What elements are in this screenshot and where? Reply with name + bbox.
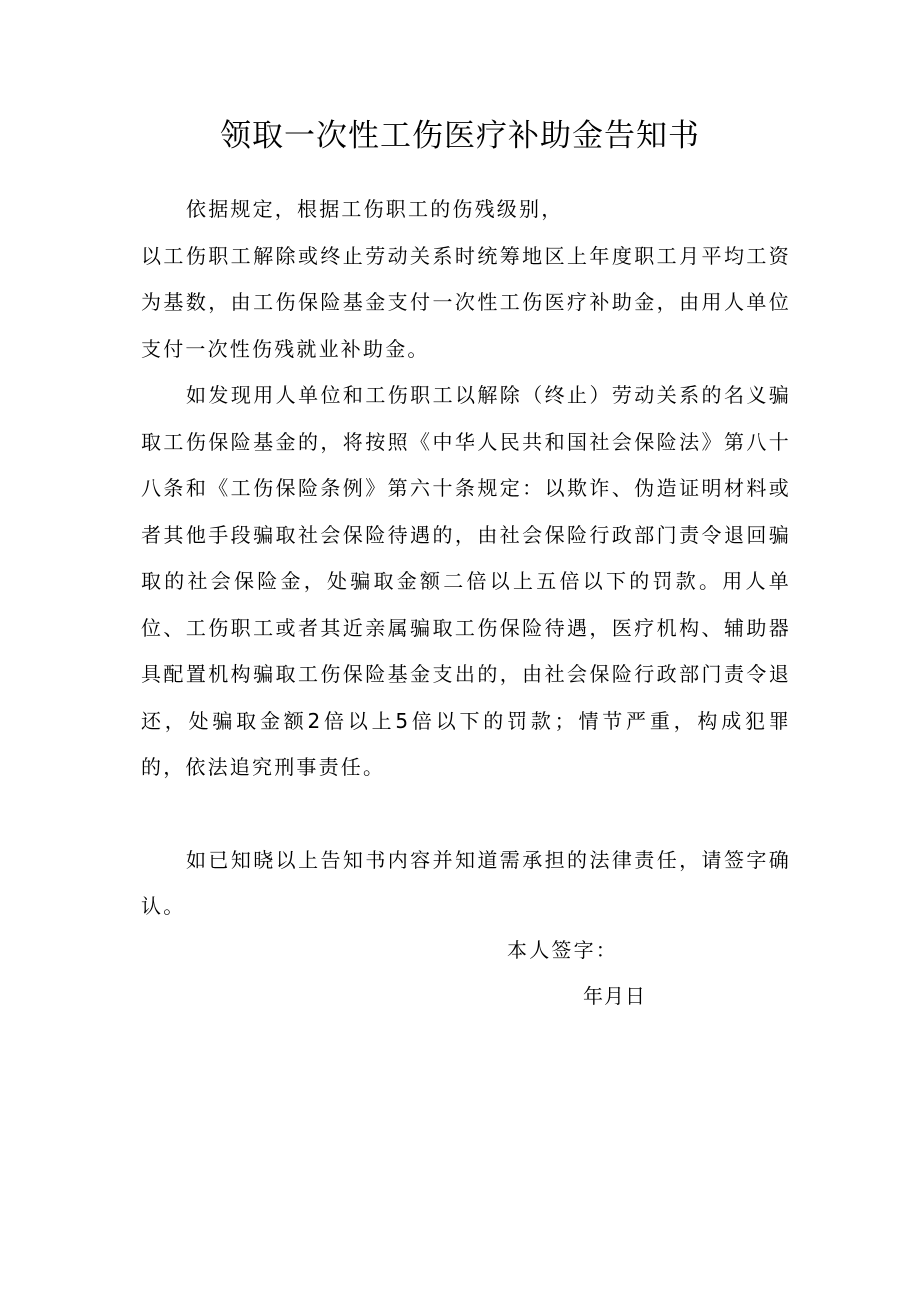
paragraph-penalty: 如发现用人单位和工伤职工以解除（终止）劳动关系的名义骗取工伤保险基金的，将按照《中华人民共和国社会保险法》第八十八条和《工伤保险条例》第六十条规定：以欺诈、伪造证明材料或者其他手段骗取社会保险待遇的，由社会保险行政部门责令退回骗取的社会保险金，处骗取金额二倍以上五倍以下的罚款。用人单位、工伤职工或者其近亲属骗取工伤保险待遇，医疗机构、辅助器具配置机构骗取工伤保险基金支出的，由社会保险行政部门责令退还，处骗取金额2倍以上5倍以下的罚款；情节严重，构成犯罪的，依法追究刑事责任。 <box>141 383 791 779</box>
paragraph-basis: 依据规定，根据工伤职工的伤残级别， <box>186 197 564 221</box>
document-body <box>141 186 791 930</box>
document-title: 领取一次性工伤医疗补助金告知书 <box>220 118 700 154</box>
signature-label: 本人签字： <box>507 938 618 962</box>
paragraph-subsidy: 以工伤职工解除或终止劳动关系时统筹地区上年度职工月平均工资为基数，由工伤保险基金支付一次性工伤医疗补助金，由用人单位支付一次性伤残就业补助金。 <box>141 243 791 361</box>
paragraph-spacer <box>141 791 791 837</box>
date-label: 年月日 <box>583 984 646 1008</box>
paragraph-confirmation: 如已知晓以上告知书内容并知道需承担的法律责任，请签字确认。 <box>141 847 791 918</box>
